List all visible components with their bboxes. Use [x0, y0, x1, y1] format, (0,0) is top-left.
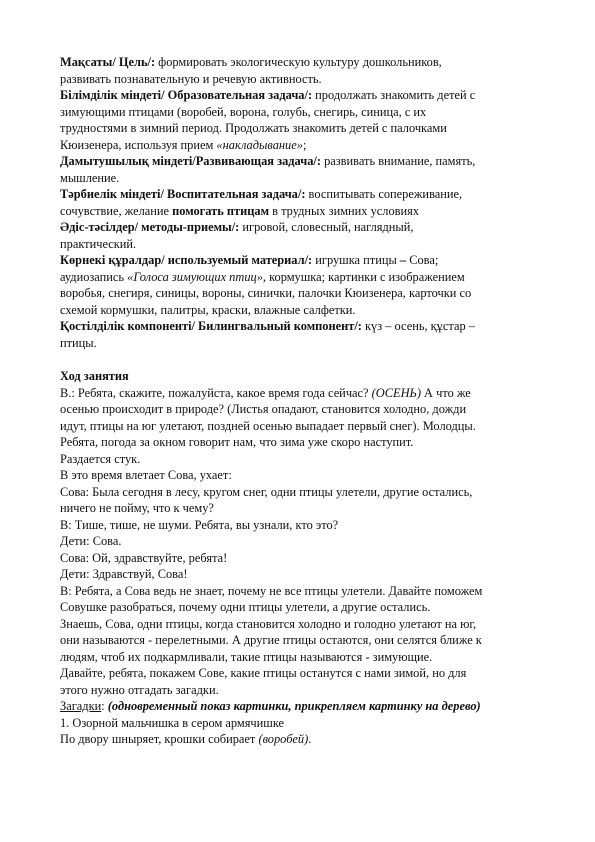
- lesson-line-21: 1. Озорной мальчишка в сером армячишке: [60, 715, 285, 730]
- lesson-line-1c: А что же: [420, 385, 471, 400]
- edu-task-semicolon: ;: [302, 137, 307, 152]
- edu-task-line-1: [60, 87, 538, 104]
- lesson-line-2: осенью происходит в природе? (Листья опадают, становится холодно, дожди: [60, 402, 467, 416]
- upbr-task-text-2a: сочувствие, желание: [60, 203, 173, 218]
- edu-task-text: продолжать знакомить детей с: [312, 88, 476, 102]
- methods-label: Әдіс-тәсілдер/ методы-приемы/:: [60, 220, 240, 234]
- riddle-answer-sparrow: (воробей): [258, 732, 309, 746]
- lesson-line-16: они называются - перелетными. А другие птицы остаются, они селятся ближе к: [60, 633, 482, 647]
- upbr-task-emphasis: помогать птицам: [172, 203, 270, 218]
- materials-line-2: [60, 269, 538, 286]
- lesson-line-1a: В.: Ребята, скажите, пожалуйста, какое время года сейчас?: [60, 385, 372, 400]
- lesson-heading: [60, 368, 538, 385]
- edu-task-label: Білімділік міндеті/ Образовательная задача/:: [60, 88, 313, 102]
- lesson-line-12: Дети: Здравствуй, Сова!: [60, 567, 188, 581]
- riddles-label: Загадки: [60, 699, 102, 713]
- lesson-line-4: Ребята, погода за окном говорит нам, что зима уже скоро наступит.: [60, 435, 414, 449]
- edu-task-line-4: [60, 137, 538, 154]
- lesson-line-5: Раздается стук.: [60, 451, 141, 466]
- lesson-line-11: Сова: Ой, здравствуйте, ребята!: [60, 550, 228, 565]
- lesson-line-22c: .: [308, 732, 312, 746]
- edu-task-line-2: зимующими птицами (воробей, ворона, голубь, снегирь, синица, с их: [60, 104, 427, 119]
- lesson-line-22: [60, 731, 538, 748]
- dev-task-line-2: мышление.: [60, 170, 120, 185]
- goal-text: формировать экологическую культуру дошкольников,: [155, 55, 442, 69]
- riddles-instruction: (одновременный показ картинки, прикрепляем картинку на дерево): [107, 699, 481, 713]
- document-page: [60, 54, 538, 748]
- lesson-line-13: В: Ребята, а Сова ведь не знает, почему не все птицы улетели. Давайте поможем: [60, 583, 483, 598]
- methods-line-1: [60, 219, 538, 236]
- methods-line-2: практический.: [60, 236, 137, 251]
- materials-text-2a: аудиозапись: [60, 269, 128, 284]
- materials-dash: –: [399, 253, 407, 267]
- materials-line-1: [60, 252, 538, 269]
- lesson-line-19: этого нужно отгадать загадки.: [60, 682, 219, 697]
- lesson-heading-text: Ход занятия: [60, 369, 129, 383]
- lesson-line-18: Давайте, ребята, покажем Сове, какие птицы останутся с нами зимой, но для: [60, 666, 467, 680]
- materials-label: Көрнекі құралдар/ используемый материал/:: [60, 253, 313, 267]
- dev-task-label: Дамытушылық міндеті/Развивающая задача/:: [60, 154, 321, 168]
- bilingual-text: күз – осень, құстар –: [361, 319, 475, 333]
- edu-task-line-3: трудностями в зимний период. Продолжать знакомить детей с палочками: [60, 121, 447, 135]
- upbr-task-line-1: [60, 186, 538, 203]
- lesson-line-14: Совушке разобраться, почему одни птицы улетели, а другие остались.: [60, 600, 431, 614]
- bilingual-line-1: [60, 318, 538, 335]
- lesson-answer-autumn: (ОСЕНЬ): [371, 385, 421, 400]
- riddles-colon: :: [101, 699, 108, 713]
- dev-task-text: развивать внимание, память,: [321, 154, 476, 168]
- lesson-line-3: идут, птицы на юг улетают, поздней осенью выпадает первый снег). Молодцы.: [60, 418, 476, 433]
- lesson-line-10: Дети: Сова.: [60, 534, 122, 548]
- lesson-line-8: ничего не пойму, что к чему?: [60, 501, 214, 515]
- materials-line-3: воробья, снегиря, синицы, вороны, синички, палочки Кюизенера, карточки со: [60, 286, 472, 300]
- lesson-line-6: В это время влетает Сова, ухает:: [60, 468, 232, 482]
- edu-task-text-4: Кюизенера, используя прием: [60, 137, 217, 152]
- methods-text: игровой, словесный, наглядный,: [239, 220, 414, 234]
- materials-audio-title: «Голоса зимующих птиц»: [127, 269, 263, 284]
- lesson-line-22a: По двору шныряет, крошки собирает: [60, 732, 259, 746]
- edu-task-method: «накладывание»: [216, 137, 303, 152]
- bilingual-label: Қостілділік компоненті/ Билингвальный компонент/:: [60, 319, 362, 333]
- upbr-task-label: Тәрбиелік міндеті/ Воспитательная задача/:: [60, 187, 306, 201]
- lesson-line-7: Сова: Была сегодня в лесу, кругом снег, одни птицы улетели, другие остались,: [60, 484, 473, 499]
- dev-task-line-1: [60, 153, 538, 170]
- upbr-task-text-2c: в трудных зимних условиях: [269, 203, 420, 218]
- materials-text-2c: , кормушка; картинки с изображением: [262, 269, 465, 284]
- lesson-line-1: [60, 385, 538, 402]
- section-gap: [60, 351, 538, 368]
- lesson-line-9: В: Тише, тише, не шуми. Ребята, вы узнали, кто это?: [60, 517, 339, 532]
- lesson-line-15: Знаешь, Сова, одни птицы, когда становится холодно и голодно улетают на юг,: [60, 616, 477, 631]
- goal-line-2: развивать познавательную и речевую активность.: [60, 71, 322, 86]
- goal-line-1: [60, 54, 538, 71]
- bilingual-line-2: птицы.: [60, 335, 97, 350]
- materials-text-1a: игрушка птицы: [312, 253, 400, 267]
- lesson-line-17: людям, чтоб их подкармливали, такие птицы называются - зимующие.: [60, 649, 433, 664]
- upbr-task-line-2: [60, 203, 538, 220]
- upbr-task-text: воспитывать сопереживание,: [305, 187, 463, 201]
- materials-text-1c: Сова;: [406, 253, 439, 267]
- goal-label: Мақсаты/ Цель/:: [60, 55, 156, 69]
- lesson-line-20: [60, 698, 538, 715]
- materials-line-4: схемой кормушки, палитры, краски, влажные салфетки.: [60, 302, 356, 317]
